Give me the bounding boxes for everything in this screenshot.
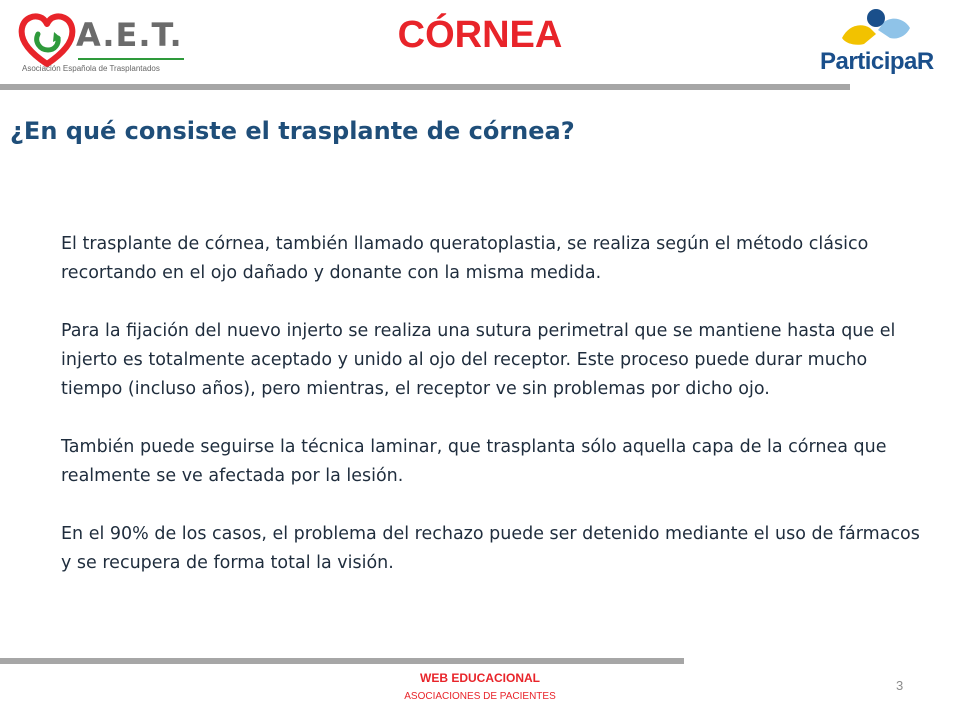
aet-logo-subtitle: Asociación Española de Trasplantados: [22, 64, 160, 73]
page-title: CÓRNEA: [397, 14, 563, 56]
paragraph: También puede seguirse la técnica laminar, que trasplanta sólo aquella capa de la córnea que realmente se ve afectada por la lesión.: [61, 437, 887, 486]
paragraph: Para la fijación del nuevo injerto se realiza una sutura perimetral que se mantiene hasta que el injerto es totalmente aceptado y unido al ojo del receptor. Este proceso puede durar mucho tiempo (incluso años), pero mientras, el receptor ve sin problemas por dicho ojo.: [61, 321, 896, 399]
paragraph: El trasplante de córnea, también llamado queratoplastia, se realiza según el método clásico recortando en el ojo dañado y donante con la misma medida.: [61, 234, 869, 283]
body-text: [61, 230, 923, 578]
page-number: 3: [896, 678, 904, 693]
participar-logo: [818, 8, 936, 78]
section-heading: ¿En qué consiste el trasplante de córnea?: [10, 117, 575, 145]
footer-divider: [0, 658, 684, 664]
paragraph: En el 90% de los casos, el problema del rechazo puede ser detenido mediante el uso de fármacos y se recupera de forma total la visión.: [61, 524, 920, 573]
hands-logo-icon: [840, 8, 912, 48]
footer-subtitle: ASOCIACIONES DE PACIENTES: [404, 691, 556, 702]
participar-logo-text: ParticipaR: [820, 48, 934, 75]
aet-logo-underline: [78, 58, 184, 60]
header-divider: [0, 84, 850, 90]
footer-title: WEB EDUCACIONAL: [420, 671, 540, 685]
aet-logo-text: A.E.T.: [76, 16, 183, 54]
